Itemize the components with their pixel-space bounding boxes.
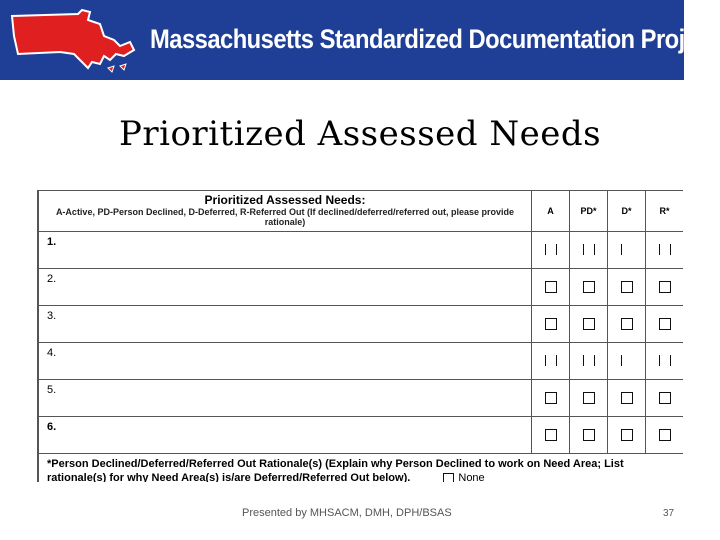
checkbox-referred-out[interactable]: [659, 318, 671, 330]
row-number: 4.: [47, 347, 57, 359]
row-number: 1.: [47, 236, 57, 248]
checkbox-referred-out[interactable]: [659, 355, 671, 366]
checkbox-active[interactable]: [545, 244, 557, 255]
checkbox-referred-out[interactable]: [659, 429, 671, 441]
checkbox-deferred[interactable]: [621, 318, 633, 330]
need-entry-field[interactable]: [39, 417, 532, 454]
checkbox-referred-out[interactable]: [659, 392, 671, 404]
table-row: [39, 269, 684, 306]
header-cell: [39, 191, 532, 232]
column-header-person-declined: PD*: [570, 191, 608, 232]
table-row: [39, 306, 684, 343]
checkbox-person-declined[interactable]: [583, 429, 595, 441]
need-entry-field[interactable]: [39, 306, 532, 343]
footnote-row: [39, 454, 684, 483]
none-checkbox[interactable]: [443, 473, 454, 482]
none-label: None: [458, 472, 485, 482]
checkbox-person-declined[interactable]: [583, 392, 595, 404]
table-row: [39, 417, 684, 454]
presenter-credit: Presented by MHSACM, DMH, DPH/BSAS: [242, 507, 452, 519]
need-entry-field[interactable]: [39, 269, 532, 306]
row-number: 6.: [47, 421, 57, 433]
header-banner: [0, 0, 720, 86]
table-row: [39, 343, 684, 380]
row-number: 2.: [47, 273, 57, 285]
checkbox-referred-out[interactable]: [659, 281, 671, 293]
table-row: [39, 380, 684, 417]
column-header-active: A: [532, 191, 570, 232]
rationale-field[interactable]: [39, 454, 684, 483]
need-entry-field[interactable]: [39, 232, 532, 269]
need-entry-field[interactable]: [39, 380, 532, 417]
column-header-deferred: D*: [608, 191, 646, 232]
checkbox-active[interactable]: [545, 355, 557, 366]
assessed-needs-form: [37, 190, 683, 482]
checkbox-deferred[interactable]: [621, 392, 633, 404]
none-option[interactable]: [443, 472, 484, 482]
checkbox-person-declined[interactable]: [583, 318, 595, 330]
page-number: 37: [663, 508, 675, 519]
checkbox-deferred[interactable]: [621, 244, 632, 255]
checkbox-deferred[interactable]: [621, 281, 633, 293]
column-header-referred-out: R*: [646, 191, 684, 232]
checkbox-person-declined[interactable]: [583, 355, 595, 366]
needs-table: [38, 190, 683, 482]
form-header-legend: A-Active, PD-Person Declined, D-Deferred, R-Referred Out (If declined/deferred/referred out, please provide rationale): [55, 207, 515, 227]
checkbox-deferred[interactable]: [621, 355, 632, 366]
row-number: 3.: [47, 310, 57, 322]
massachusetts-map-icon: [8, 6, 136, 76]
table-header-row: [39, 191, 684, 232]
checkbox-deferred[interactable]: [621, 429, 633, 441]
need-entry-field[interactable]: [39, 343, 532, 380]
checkbox-active[interactable]: [545, 429, 557, 441]
checkbox-referred-out[interactable]: [659, 244, 671, 255]
checkbox-active[interactable]: [545, 392, 557, 404]
banner-title: Massachusetts Standardized Documentation Project: [150, 24, 718, 54]
checkbox-person-declined[interactable]: [583, 244, 595, 255]
checkbox-active[interactable]: [545, 281, 557, 293]
rationale-instructions: *Person Declined/Deferred/Referred Out Rationale(s) (Explain why Person Declined to work on Need Area; List rationale(s) for why Need Area(s) is/are Deferred/Referred Out below).: [47, 458, 624, 482]
table-row: [39, 232, 684, 269]
checkbox-person-declined[interactable]: [583, 281, 595, 293]
page-title: Prioritized Assessed Needs: [118, 114, 602, 154]
form-header-title: Prioritized Assessed Needs:: [204, 193, 366, 207]
row-number: 5.: [47, 384, 57, 396]
checkbox-active[interactable]: [545, 318, 557, 330]
